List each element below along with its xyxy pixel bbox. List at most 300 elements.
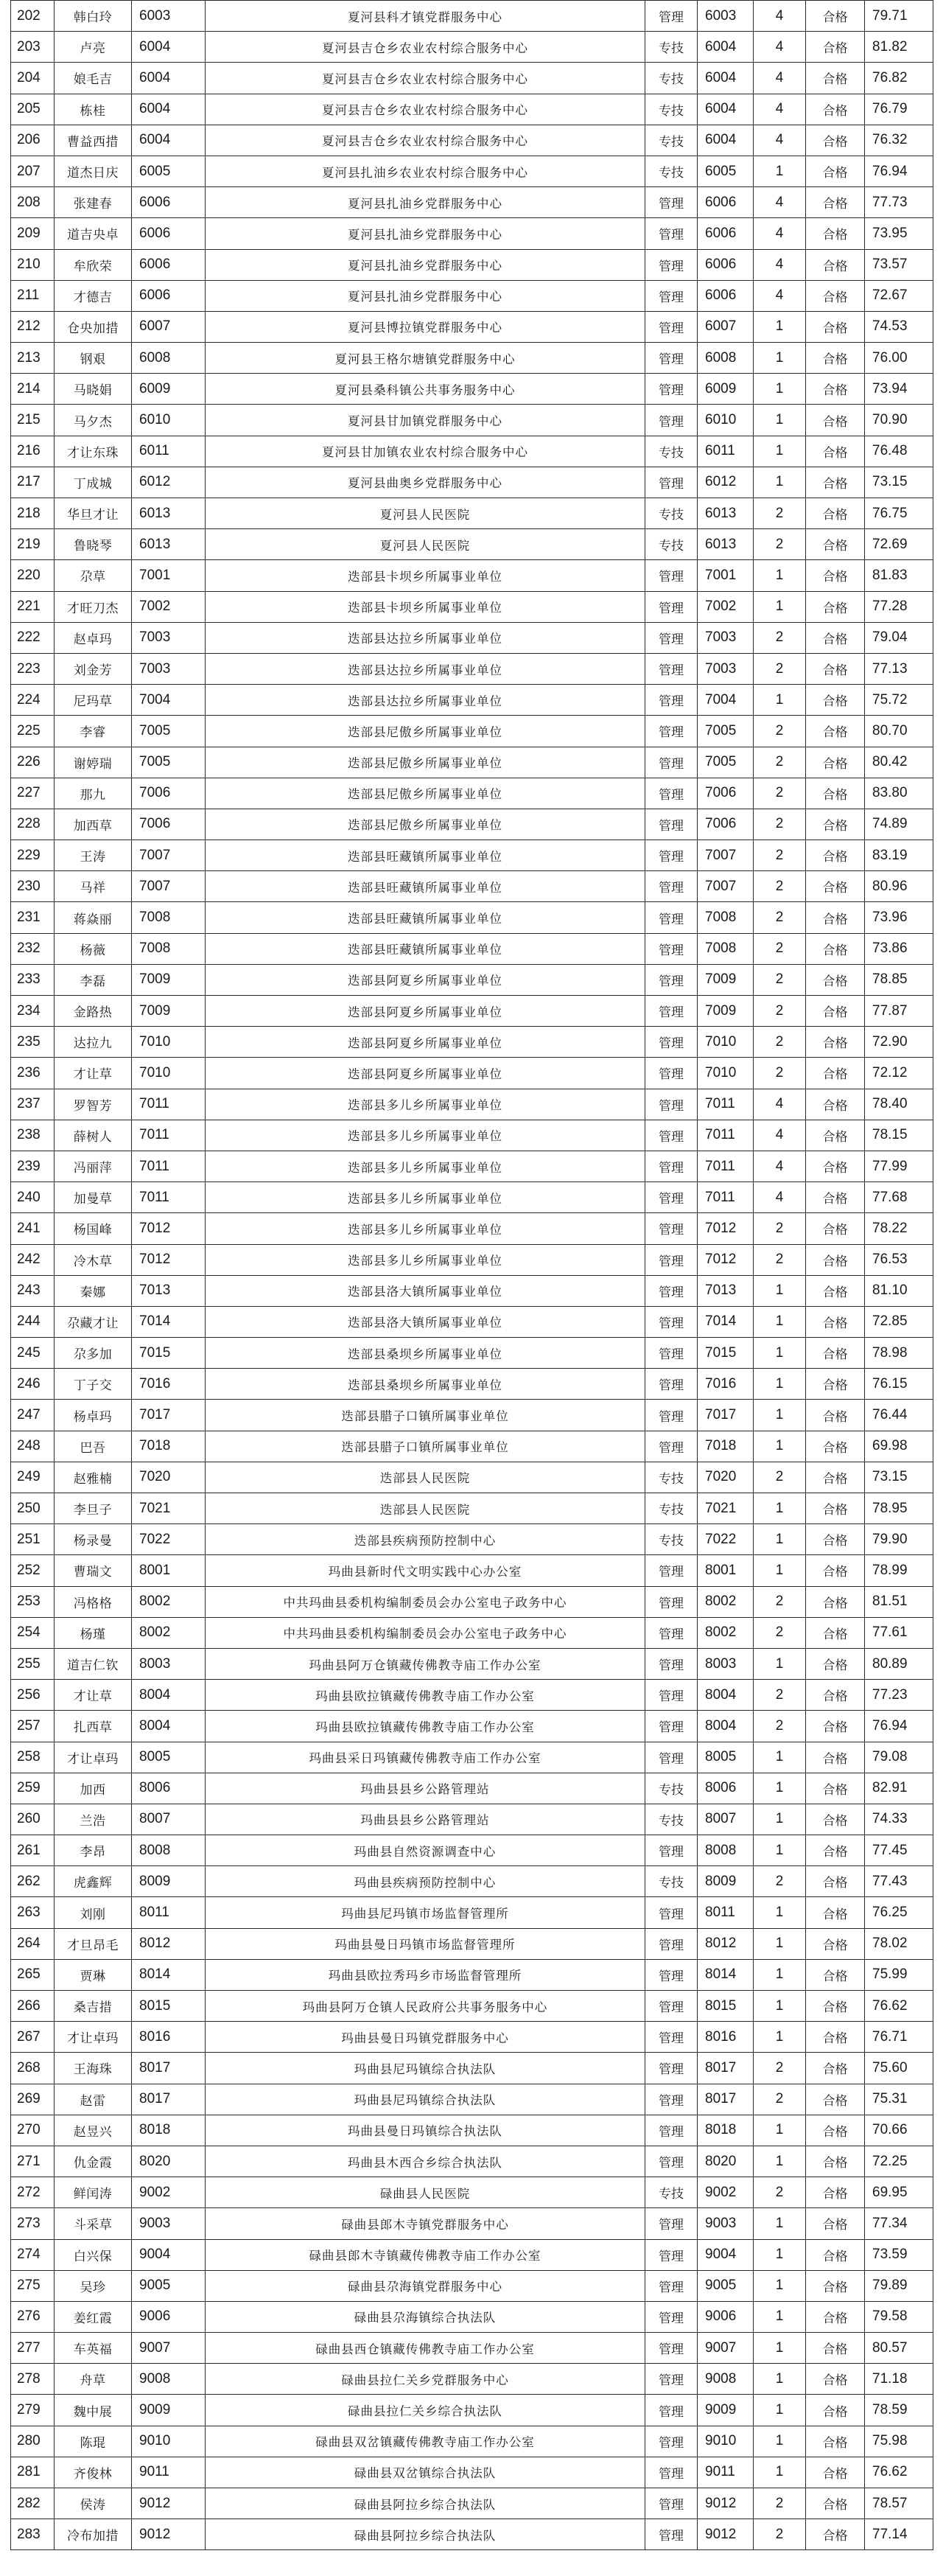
total-score-cell: 81.82 [865,32,933,63]
results-table-body [11,1,933,2550]
position-code-cell: 7004 [132,685,206,716]
row-number-cell: 274 [11,2239,55,2270]
candidate-name-cell: 尕藏才让 [55,1306,132,1337]
position-type-cell: 管理 [645,1089,698,1120]
employer-unit-cell: 碌曲县双岔镇藏传佛教寺庙工作办公室 [206,2426,645,2457]
table-row [11,1804,933,1835]
result-cell: 合格 [806,156,865,186]
table-row [11,622,933,653]
hire-count-cell: 1 [754,1400,806,1431]
candidate-name-cell: 道杰日庆 [55,156,132,186]
hire-count-cell: 1 [754,405,806,436]
row-number-cell: 213 [11,343,55,374]
result-cell: 合格 [806,1493,865,1524]
position-code-repeat-cell: 8016 [698,2022,754,2053]
hire-count-cell: 1 [754,2239,806,2270]
table-row [11,1431,933,1462]
position-code-cell: 8006 [132,1773,206,1804]
employer-unit-cell: 迭部县达拉乡所属事业单位 [206,622,645,653]
candidate-name-cell: 蒋焱丽 [55,902,132,933]
candidate-name-cell: 刘刚 [55,1897,132,1928]
total-score-cell: 78.85 [865,964,933,995]
candidate-name-cell: 秦娜 [55,1275,132,1306]
employer-unit-cell: 迭部县洛大镇所属事业单位 [206,1306,645,1337]
total-score-cell: 73.86 [865,933,933,964]
candidate-name-cell: 才德吉 [55,280,132,311]
table-row [11,1027,933,1058]
table-row [11,2208,933,2239]
hire-count-cell: 4 [754,63,806,94]
position-code-repeat-cell: 7007 [698,871,754,902]
position-code-cell: 6006 [132,280,206,311]
row-number-cell: 229 [11,840,55,871]
position-code-repeat-cell: 7013 [698,1275,754,1306]
employer-unit-cell: 碌曲县双岔镇综合执法队 [206,2457,645,2488]
hire-count-cell: 1 [754,1431,806,1462]
total-score-cell: 75.99 [865,1959,933,1990]
row-number-cell: 247 [11,1400,55,1431]
position-type-cell: 管理 [645,1369,698,1400]
hire-count-cell: 1 [754,2333,806,2364]
table-row [11,747,933,778]
employer-unit-cell: 碌曲县拉仁关乡综合执法队 [206,2395,645,2426]
position-type-cell: 管理 [645,685,698,716]
hire-count-cell: 4 [754,218,806,249]
position-code-repeat-cell: 8009 [698,1866,754,1897]
candidate-name-cell: 赵雅楠 [55,1462,132,1493]
position-code-cell: 8007 [132,1804,206,1835]
position-type-cell: 专技 [645,1866,698,1897]
row-number-cell: 258 [11,1742,55,1773]
row-number-cell: 209 [11,218,55,249]
hire-count-cell: 1 [754,156,806,186]
employer-unit-cell: 玛曲县曼日玛镇党群服务中心 [206,2022,645,2053]
row-number-cell: 231 [11,902,55,933]
table-row [11,1711,933,1742]
employer-unit-cell: 玛曲县自然资源调查中心 [206,1835,645,1866]
hire-count-cell: 1 [754,1648,806,1679]
table-row [11,591,933,622]
position-code-cell: 9004 [132,2239,206,2270]
employer-unit-cell: 玛曲县尼玛镇综合执法队 [206,2084,645,2115]
row-number-cell: 265 [11,1959,55,1990]
position-type-cell: 管理 [645,1586,698,1617]
candidate-name-cell: 杨瑾 [55,1617,132,1648]
position-type-cell: 专技 [645,94,698,125]
table-row [11,156,933,186]
row-number-cell: 205 [11,94,55,125]
table-row [11,2053,933,2084]
row-number-cell: 253 [11,1586,55,1617]
employer-unit-cell: 玛曲县县乡公路管理站 [206,1773,645,1804]
total-score-cell: 76.62 [865,2457,933,2488]
result-cell: 合格 [806,964,865,995]
candidate-name-cell: 金路热 [55,996,132,1027]
table-row [11,32,933,63]
candidate-name-cell: 加西 [55,1773,132,1804]
position-code-cell: 7003 [132,653,206,684]
result-cell: 合格 [806,2084,865,2115]
row-number-cell: 211 [11,280,55,311]
position-code-repeat-cell: 7005 [698,716,754,747]
position-code-repeat-cell: 8002 [698,1617,754,1648]
result-cell: 合格 [806,1711,865,1742]
result-cell: 合格 [806,218,865,249]
position-code-repeat-cell: 8017 [698,2084,754,2115]
position-type-cell: 管理 [645,311,698,342]
result-cell: 合格 [806,1369,865,1400]
candidate-name-cell: 李昂 [55,1835,132,1866]
total-score-cell: 80.42 [865,747,933,778]
total-score-cell: 79.71 [865,1,933,32]
position-code-cell: 7012 [132,1213,206,1244]
table-row [11,1991,933,2022]
position-type-cell: 管理 [645,249,698,280]
row-number-cell: 236 [11,1058,55,1089]
position-type-cell: 管理 [645,1,698,32]
total-score-cell: 75.72 [865,685,933,716]
table-row [11,280,933,311]
position-code-cell: 6011 [132,436,206,467]
row-number-cell: 270 [11,2115,55,2146]
position-type-cell: 专技 [645,32,698,63]
total-score-cell: 82.91 [865,1773,933,1804]
employer-unit-cell: 迭部县桑坝乡所属事业单位 [206,1338,645,1369]
row-number-cell: 282 [11,2488,55,2519]
position-code-repeat-cell: 7006 [698,809,754,840]
result-cell: 合格 [806,94,865,125]
total-score-cell: 74.33 [865,1804,933,1835]
total-score-cell: 71.18 [865,2364,933,2395]
candidate-name-cell: 张建春 [55,187,132,218]
candidate-name-cell: 侯涛 [55,2488,132,2519]
position-code-cell: 7010 [132,1027,206,1058]
total-score-cell: 74.53 [865,311,933,342]
row-number-cell: 277 [11,2333,55,2364]
employer-unit-cell: 迭部县阿夏乡所属事业单位 [206,1058,645,1089]
position-code-cell: 6006 [132,249,206,280]
result-cell: 合格 [806,2457,865,2488]
table-row [11,1,933,32]
position-code-cell: 9005 [132,2270,206,2301]
position-type-cell: 管理 [645,2270,698,2301]
hire-count-cell: 4 [754,1089,806,1120]
result-cell: 合格 [806,1897,865,1928]
total-score-cell: 69.98 [865,1431,933,1462]
result-cell: 合格 [806,747,865,778]
position-type-cell: 管理 [645,1275,698,1306]
table-row [11,933,933,964]
candidate-name-cell: 华旦才让 [55,498,132,529]
row-number-cell: 207 [11,156,55,186]
hire-count-cell: 1 [754,2457,806,2488]
hire-count-cell: 1 [754,1991,806,2022]
result-cell: 合格 [806,1804,865,1835]
hire-count-cell: 2 [754,2488,806,2519]
employer-unit-cell: 玛曲县县乡公路管理站 [206,1804,645,1835]
employer-unit-cell: 玛曲县欧拉镇藏传佛教寺庙工作办公室 [206,1711,645,1742]
hire-count-cell: 1 [754,1555,806,1586]
position-code-cell: 9007 [132,2333,206,2364]
candidate-name-cell: 虎鑫辉 [55,1866,132,1897]
position-type-cell: 管理 [645,809,698,840]
result-cell: 合格 [806,1928,865,1959]
row-number-cell: 230 [11,871,55,902]
position-type-cell: 管理 [645,1835,698,1866]
employer-unit-cell: 玛曲县曼日玛镇市场监督管理所 [206,1928,645,1959]
candidate-name-cell: 道吉仁钦 [55,1648,132,1679]
table-row [11,1058,933,1089]
total-score-cell: 79.04 [865,622,933,653]
row-number-cell: 254 [11,1617,55,1648]
position-type-cell: 管理 [645,2239,698,2270]
total-score-cell: 76.94 [865,156,933,186]
position-type-cell: 管理 [645,2519,698,2550]
row-number-cell: 220 [11,560,55,591]
position-type-cell: 管理 [645,2022,698,2053]
position-type-cell: 管理 [645,2333,698,2364]
candidate-name-cell: 韩白玲 [55,1,132,32]
table-row [11,63,933,94]
position-code-cell: 6007 [132,311,206,342]
hire-count-cell: 1 [754,1804,806,1835]
candidate-name-cell: 李睿 [55,716,132,747]
position-code-cell: 8001 [132,1555,206,1586]
position-code-cell: 9012 [132,2519,206,2550]
position-code-cell: 7014 [132,1306,206,1337]
row-number-cell: 283 [11,2519,55,2550]
table-row [11,1959,933,1990]
position-code-repeat-cell: 7011 [698,1120,754,1151]
hire-count-cell: 1 [754,1338,806,1369]
candidate-name-cell: 栋桂 [55,94,132,125]
position-code-cell: 8004 [132,1711,206,1742]
position-type-cell: 管理 [645,1555,698,1586]
position-code-repeat-cell: 9004 [698,2239,754,2270]
position-code-cell: 8015 [132,1991,206,2022]
position-code-cell: 9011 [132,2457,206,2488]
hire-count-cell: 2 [754,1586,806,1617]
position-code-repeat-cell: 7018 [698,1431,754,1462]
position-type-cell: 管理 [645,1431,698,1462]
total-score-cell: 72.85 [865,1306,933,1337]
total-score-cell: 76.71 [865,2022,933,2053]
position-code-repeat-cell: 8012 [698,1928,754,1959]
position-type-cell: 专技 [645,1804,698,1835]
employer-unit-cell: 玛曲县木西合乡综合执法队 [206,2146,645,2177]
position-type-cell: 管理 [645,996,698,1027]
position-type-cell: 专技 [645,436,698,467]
table-row [11,1617,933,1648]
candidate-name-cell: 王海珠 [55,2053,132,2084]
hire-count-cell: 1 [754,1524,806,1555]
position-code-cell: 8012 [132,1928,206,1959]
position-code-repeat-cell: 8018 [698,2115,754,2146]
total-score-cell: 73.59 [865,2239,933,2270]
position-type-cell: 管理 [645,1711,698,1742]
total-score-cell: 72.90 [865,1027,933,1058]
total-score-cell: 78.57 [865,2488,933,2519]
result-cell: 合格 [806,1648,865,1679]
total-score-cell: 72.25 [865,2146,933,2177]
total-score-cell: 78.15 [865,1120,933,1151]
row-number-cell: 239 [11,1151,55,1181]
position-code-cell: 7005 [132,747,206,778]
result-cell: 合格 [806,1431,865,1462]
position-code-repeat-cell: 7015 [698,1338,754,1369]
result-cell: 合格 [806,467,865,498]
hire-count-cell: 2 [754,778,806,809]
table-row [11,840,933,871]
position-code-repeat-cell: 8001 [698,1555,754,1586]
total-score-cell: 70.90 [865,405,933,436]
hire-count-cell: 1 [754,1369,806,1400]
total-score-cell: 73.95 [865,218,933,249]
position-type-cell: 专技 [645,498,698,529]
hire-count-cell: 2 [754,902,806,933]
total-score-cell: 80.96 [865,871,933,902]
position-code-cell: 8009 [132,1866,206,1897]
position-type-cell: 管理 [645,343,698,374]
position-code-repeat-cell: 7009 [698,996,754,1027]
hire-count-cell: 2 [754,1711,806,1742]
position-type-cell: 管理 [645,902,698,933]
employer-unit-cell: 迭部县尼傲乡所属事业单位 [206,747,645,778]
position-code-repeat-cell: 8007 [698,1804,754,1835]
row-number-cell: 208 [11,187,55,218]
position-code-cell: 7001 [132,560,206,591]
position-type-cell: 管理 [645,2457,698,2488]
total-score-cell: 76.75 [865,498,933,529]
position-type-cell: 管理 [645,467,698,498]
table-row [11,1462,933,1493]
table-row [11,1151,933,1181]
row-number-cell: 269 [11,2084,55,2115]
position-code-cell: 7002 [132,591,206,622]
candidate-name-cell: 丁成城 [55,467,132,498]
table-row [11,1524,933,1555]
employer-unit-cell: 迭部县阿夏乡所属事业单位 [206,996,645,1027]
row-number-cell: 235 [11,1027,55,1058]
table-row [11,778,933,809]
table-row [11,2426,933,2457]
total-score-cell: 77.28 [865,591,933,622]
employer-unit-cell: 碌曲县尕海镇党群服务中心 [206,2270,645,2301]
hire-count-cell: 4 [754,187,806,218]
position-type-cell: 管理 [645,1897,698,1928]
employer-unit-cell: 迭部县多儿乡所属事业单位 [206,1244,645,1275]
hire-count-cell: 1 [754,560,806,591]
hire-count-cell: 4 [754,1,806,32]
position-code-repeat-cell: 8005 [698,1742,754,1773]
table-row [11,1835,933,1866]
table-row [11,2115,933,2146]
result-cell: 合格 [806,1617,865,1648]
row-number-cell: 227 [11,778,55,809]
result-cell: 合格 [806,1835,865,1866]
table-row [11,809,933,840]
position-code-cell: 7012 [132,1244,206,1275]
employer-unit-cell: 迭部县多儿乡所属事业单位 [206,1182,645,1213]
position-code-repeat-cell: 6011 [698,436,754,467]
position-code-cell: 7009 [132,996,206,1027]
position-type-cell: 管理 [645,1058,698,1089]
table-row [11,1306,933,1337]
total-score-cell: 76.44 [865,1400,933,1431]
position-code-repeat-cell: 7014 [698,1306,754,1337]
total-score-cell: 77.68 [865,1182,933,1213]
employer-unit-cell: 迭部县阿夏乡所属事业单位 [206,1027,645,1058]
result-cell: 合格 [806,809,865,840]
position-code-repeat-cell: 7011 [698,1089,754,1120]
candidate-name-cell: 舟草 [55,2364,132,2395]
total-score-cell: 76.62 [865,1991,933,2022]
employer-unit-cell: 玛曲县尼玛镇综合执法队 [206,2053,645,2084]
hire-count-cell: 1 [754,1742,806,1773]
candidate-name-cell: 魏中展 [55,2395,132,2426]
result-cell: 合格 [806,343,865,374]
total-score-cell: 79.08 [865,1742,933,1773]
employer-unit-cell: 迭部县洛大镇所属事业单位 [206,1275,645,1306]
table-row [11,2395,933,2426]
total-score-cell: 73.57 [865,249,933,280]
position-code-repeat-cell: 6010 [698,405,754,436]
row-number-cell: 263 [11,1897,55,1928]
position-code-repeat-cell: 9002 [698,2177,754,2208]
hire-count-cell: 2 [754,716,806,747]
position-code-cell: 7008 [132,902,206,933]
employer-unit-cell: 夏河县吉仓乡农业农村综合服务中心 [206,125,645,156]
position-type-cell: 管理 [645,1306,698,1337]
employer-unit-cell: 夏河县甘加镇农业农村综合服务中心 [206,436,645,467]
hire-count-cell: 1 [754,1493,806,1524]
candidate-name-cell: 冷布加措 [55,2519,132,2550]
hire-count-cell: 2 [754,1058,806,1089]
candidate-name-cell: 斗采草 [55,2208,132,2239]
hire-count-cell: 1 [754,436,806,467]
position-code-repeat-cell: 9003 [698,2208,754,2239]
result-cell: 合格 [806,280,865,311]
employer-unit-cell: 迭部县多儿乡所属事业单位 [206,1120,645,1151]
hire-count-cell: 2 [754,529,806,560]
result-cell: 合格 [806,1680,865,1711]
candidate-name-cell: 齐俊林 [55,2457,132,2488]
result-cell: 合格 [806,1120,865,1151]
row-number-cell: 238 [11,1120,55,1151]
position-type-cell: 管理 [645,778,698,809]
position-code-repeat-cell: 9012 [698,2519,754,2550]
row-number-cell: 245 [11,1338,55,1369]
total-score-cell: 73.15 [865,1462,933,1493]
position-type-cell: 管理 [645,1151,698,1181]
result-cell: 合格 [806,933,865,964]
result-cell: 合格 [806,902,865,933]
table-row [11,1369,933,1400]
result-cell: 合格 [806,2333,865,2364]
row-number-cell: 281 [11,2457,55,2488]
table-row [11,311,933,342]
hire-count-cell: 4 [754,94,806,125]
position-type-cell: 管理 [645,2488,698,2519]
position-code-repeat-cell: 7002 [698,591,754,622]
row-number-cell: 240 [11,1182,55,1213]
candidate-name-cell: 赵昱兴 [55,2115,132,2146]
position-type-cell: 管理 [645,716,698,747]
candidate-name-cell: 陈琨 [55,2426,132,2457]
candidate-name-cell: 白兴保 [55,2239,132,2270]
position-code-repeat-cell: 8011 [698,1897,754,1928]
position-code-cell: 7007 [132,840,206,871]
